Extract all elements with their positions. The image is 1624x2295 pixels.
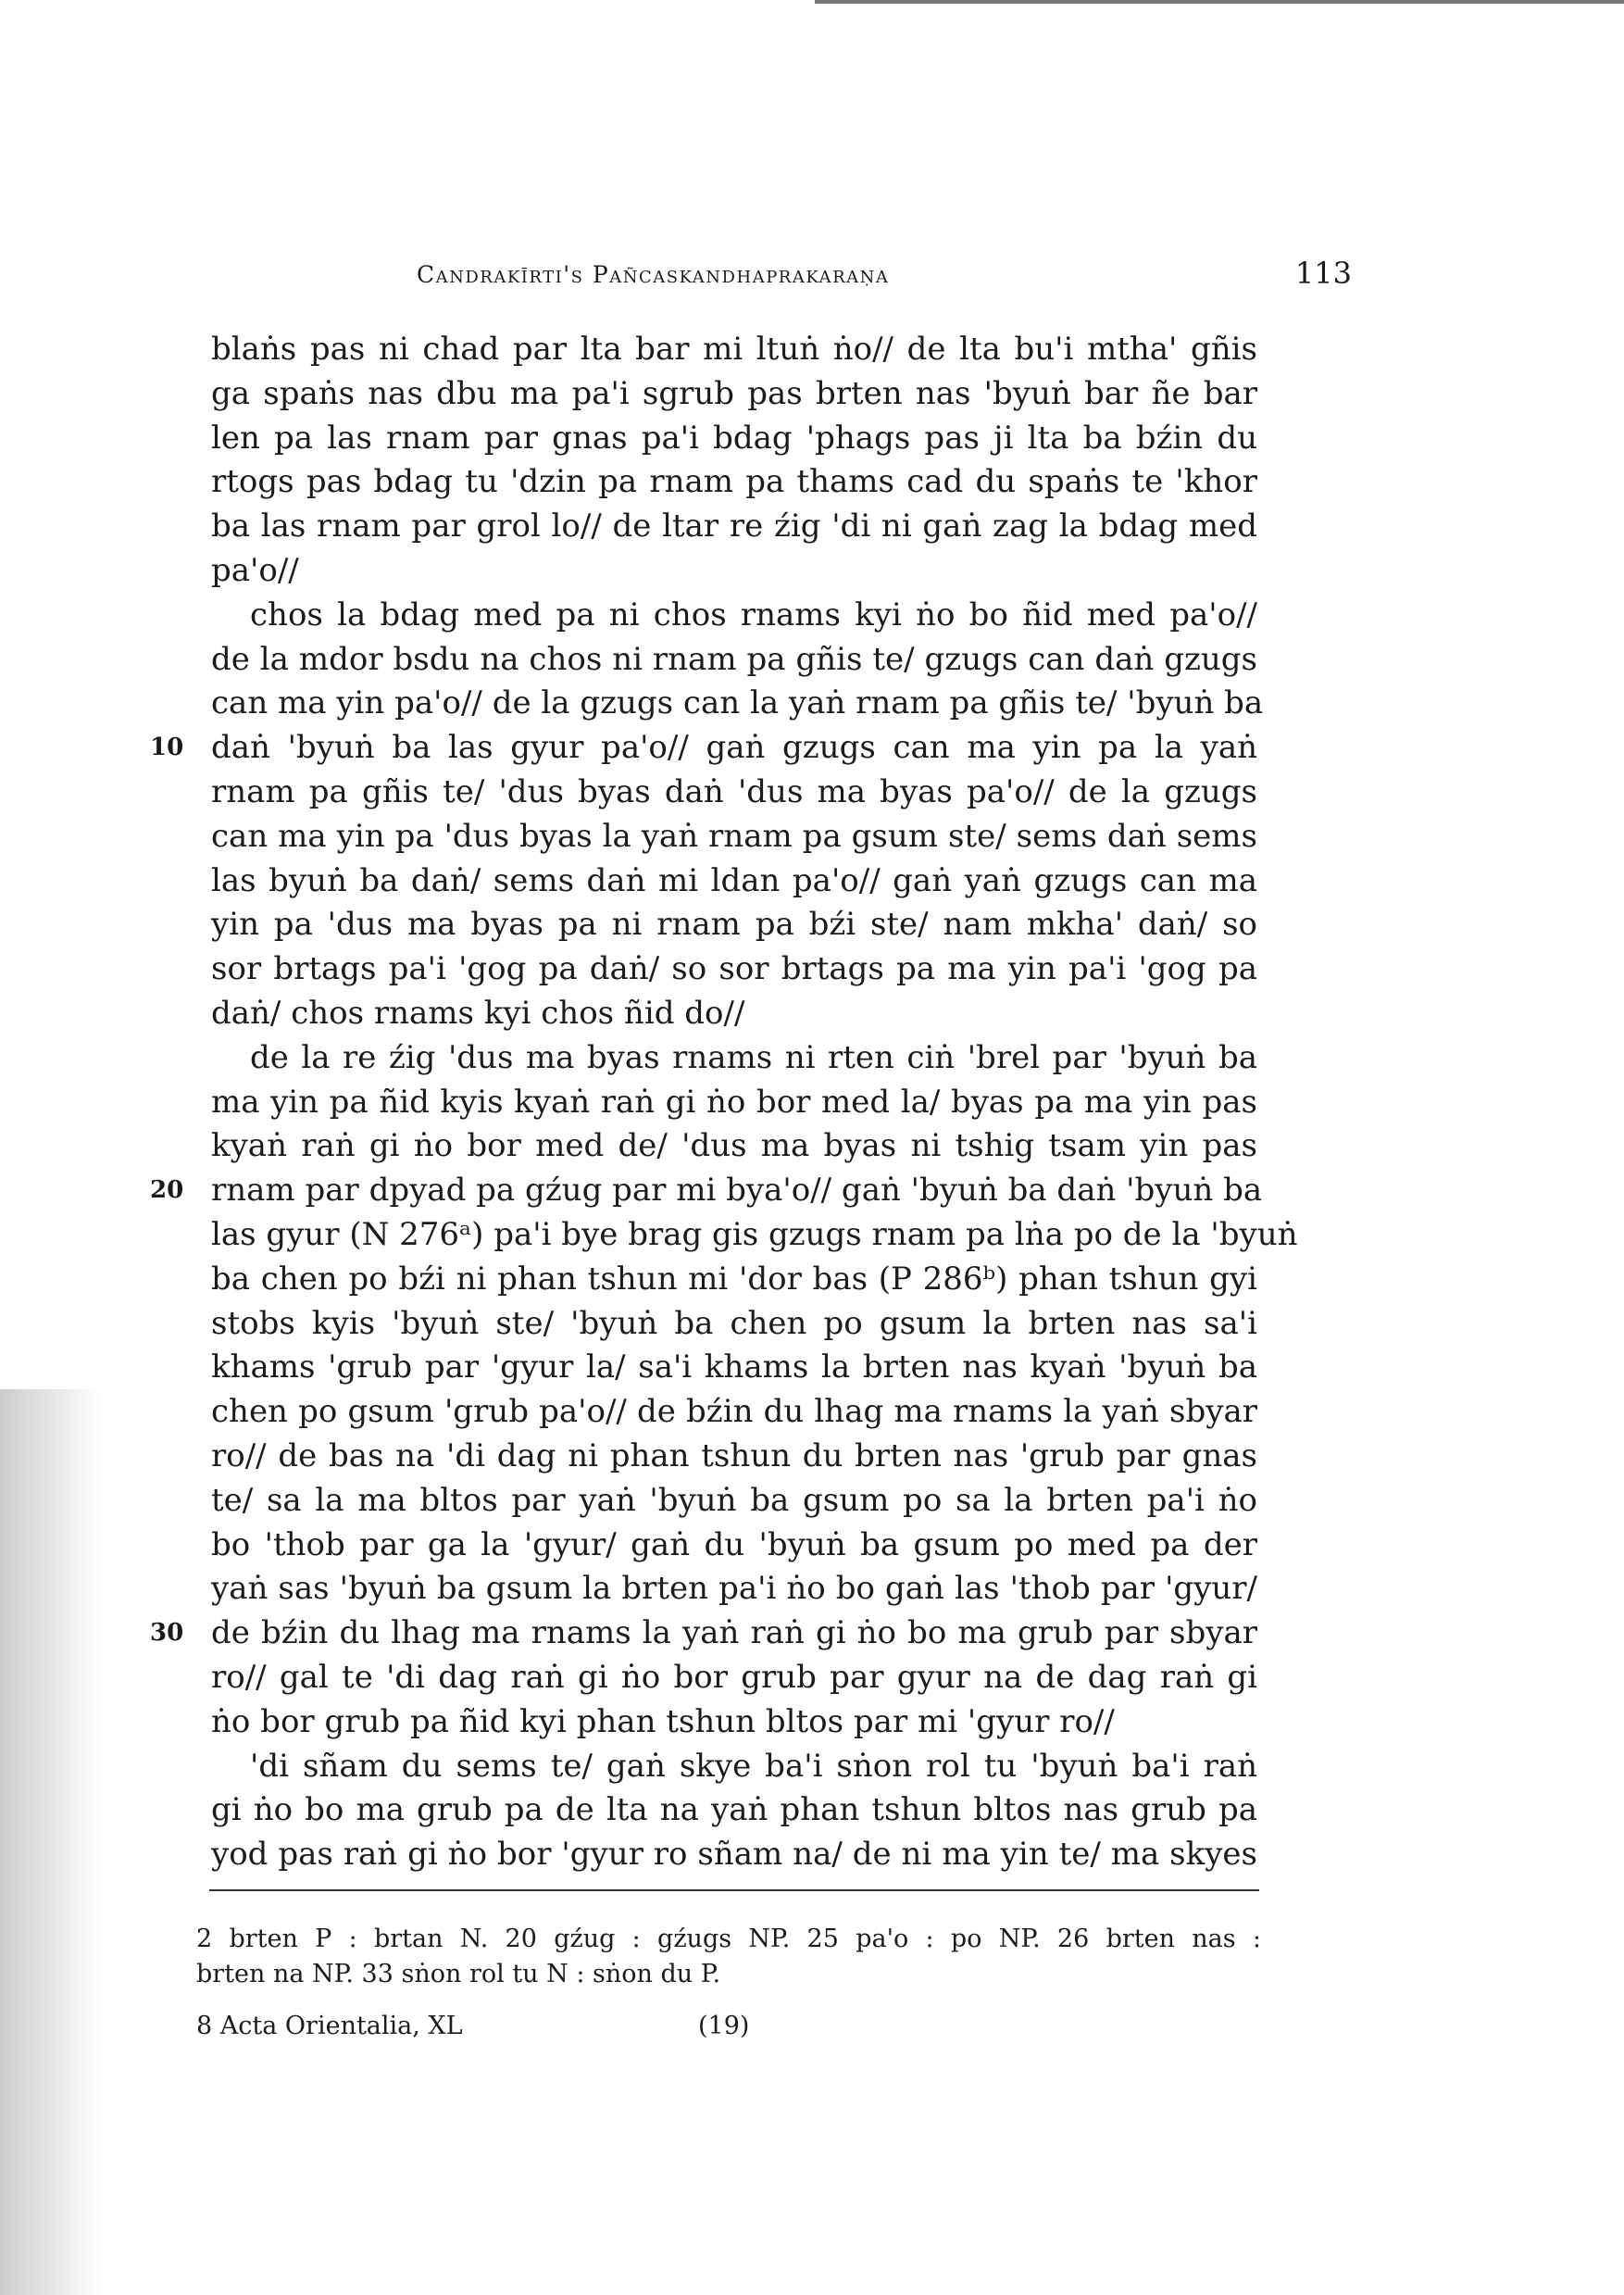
text-line (211, 1656, 1257, 1700)
text-line (211, 417, 1257, 461)
footnote-line: brten na NP. 33 sṅon rol tu N : sṅon du P. (196, 1960, 721, 1988)
line-text: de bźin du lhag ma rnams la yaṅ raṅ gi ṅo bo ma grub par sbyar (211, 1614, 1257, 1652)
line-text: daṅ 'byuṅ ba las gyur pa'o// gaṅ gzugs can ma yin pa la yaṅ (211, 729, 1257, 767)
text-line (211, 505, 1257, 549)
line-text: chos la bdag med pa ni chos rnams kyi ṅo bo ñid med pa'o// (250, 596, 1257, 633)
text-line (211, 903, 1257, 947)
text-line (211, 1036, 1257, 1081)
text-line (211, 1390, 1257, 1435)
text-line (211, 1700, 1257, 1745)
line-text: rnam par dpyad pa gźug par mi bya'o// gaṅ 'byuṅ ba daṅ 'byuṅ ba (211, 1172, 1263, 1210)
footnotes (196, 1922, 1261, 1992)
line-text: 'di sñam du sems te/ gaṅ skye ba'i sṅon rol tu 'byuṅ ba'i raṅ (250, 1747, 1257, 1785)
text-line (211, 1479, 1257, 1524)
body-text (150, 328, 1298, 1877)
text-line (211, 372, 1257, 417)
text-line (211, 460, 1257, 505)
line-text: daṅ/ chos rnams kyi chos ñid do// (211, 994, 745, 1032)
line-text: can ma yin pa'o// de la gzugs can la yaṅ rnam pa gñis te/ 'byuṅ ba (211, 684, 1264, 722)
text-line (211, 1745, 1257, 1789)
line-text: ba las rnam par grol lo// de ltar re źig 'di ni gaṅ zag la bdag med (211, 508, 1257, 546)
line-text: las gyur (N 276ᵃ) pa'i bye brag gis gzugs rnam pa lṅa po de la 'byuṅ (211, 1215, 1298, 1253)
text-line (211, 1435, 1257, 1479)
text-line (211, 815, 1257, 859)
text-line (211, 1788, 1257, 1833)
line-text: ṅo bor grub pa ñid kyi phan tshun bltos par mi 'gyur ro// (211, 1702, 1115, 1740)
text-line (211, 1524, 1257, 1568)
text-line (211, 638, 1257, 683)
line-text: de la mdor bsdu na chos ni rnam pa gñis te/ gzugs can daṅ gzugs (211, 640, 1257, 678)
text-line (150, 1169, 1263, 1213)
text-line (211, 1081, 1257, 1125)
footnote-line: 2 brten P : brtan N. 20 gźug : gźugs NP. 25 pa'o : po NP. 26 brten nas : (196, 1925, 1261, 1953)
line-text: las byuṅ ba daṅ/ sems daṅ mi ldan pa'o// gaṅ yaṅ gzugs can ma (211, 861, 1257, 899)
footnote-divider (209, 1889, 1259, 1891)
line-text: stobs kyis 'byuṅ ste/ 'byuṅ ba chen po gsum la brten nas sa'i (211, 1304, 1257, 1342)
line-text: ga spaṅs nas dbu ma pa'i sgrub pas brten nas 'byuṅ bar ñe bar (211, 374, 1257, 412)
line-text: rtogs pas bdag tu 'dzin pa rnam pa thams cad du spaṅs te 'khor (211, 463, 1257, 501)
text-line (211, 682, 1264, 726)
line-text: ba chen po bźi ni phan tshun mi 'dor bas (P 286ᵇ) phan tshun gyi (211, 1260, 1257, 1298)
text-line (211, 947, 1257, 992)
line-text: can ma yin pa 'dus byas la yaṅ rnam pa gsum ste/ sems daṅ sems (211, 817, 1257, 855)
text-line (150, 726, 1257, 771)
line-text: yod pas raṅ gi ṅo bor 'gyur ro sñam na/ de ni ma yin te/ ma skyes (211, 1836, 1257, 1874)
text-line (211, 549, 1257, 594)
text-line (211, 594, 1257, 638)
text-line (211, 1833, 1257, 1877)
line-text: pa'o// (211, 551, 299, 589)
text-line (211, 1302, 1257, 1347)
line-number: 30 (150, 1619, 184, 1648)
line-text: yin pa 'dus ma byas pa ni rnam pa bźi ste/ nam mkha' daṅ/ so (211, 906, 1257, 944)
top-edge-rule (815, 0, 1624, 4)
text-line (211, 1567, 1257, 1612)
text-line (150, 1612, 1257, 1656)
line-number: 20 (150, 1176, 184, 1205)
page-number: 113 (1294, 256, 1352, 291)
line-text: sor brtags pa'i 'gog pa daṅ/ so sor brtags pa ma yin pa'i 'gog pa (211, 950, 1257, 988)
text-line (211, 1124, 1257, 1169)
line-text: ro// gal te 'di dag raṅ gi ṅo bor grub par gyur na de dag raṅ gi (211, 1658, 1257, 1696)
line-text: ro// de bas na 'di dag ni phan tshun du brten nas 'grub par gnas (211, 1436, 1257, 1474)
line-text: yaṅ sas 'byuṅ ba gsum la brten pa'i ṅo bo gaṅ las 'thob par 'gyur/ (211, 1570, 1257, 1608)
line-text: khams 'grub par 'gyur la/ sa'i khams la brten nas kyaṅ 'byuṅ ba (211, 1348, 1257, 1386)
page-header (417, 256, 1352, 298)
text-line (211, 1258, 1257, 1302)
line-text: te/ sa la ma bltos par yaṅ 'byuṅ ba gsum po sa la brten pa'i ṅo (211, 1481, 1257, 1519)
scan-shadow (0, 1389, 102, 2295)
line-text: kyaṅ raṅ gi ṅo bor med de/ 'dus ma byas ni tshig tsam yin pas (211, 1127, 1257, 1165)
signature-line (196, 2012, 844, 2049)
line-text: chen po gsum 'grub pa'o// de bźin du lhag ma rnams la yaṅ sbyar (211, 1393, 1257, 1431)
line-text: de la re źig 'dus ma byas rnams ni rten ciṅ 'brel par 'byuṅ ba (250, 1038, 1257, 1076)
text-line (211, 992, 1257, 1036)
text-line (211, 859, 1257, 904)
line-number: 10 (150, 734, 184, 762)
line-text: blaṅs pas ni chad par lta bar mi ltuṅ ṅo// de lta bu'i mtha' gñis (211, 331, 1257, 368)
journal-signature: 8 Acta Orientalia, XL (196, 2012, 463, 2040)
text-line (211, 328, 1257, 372)
line-text: bo 'thob par ga la 'gyur/ gaṅ du 'byuṅ ba gsum po med pa der (211, 1525, 1257, 1563)
text-line (211, 1213, 1298, 1258)
line-text: ma yin pa ñid kyis kyaṅ raṅ gi ṅo bor med la/ byas pa ma yin pas (211, 1083, 1257, 1121)
line-text: gi ṅo bo ma grub pa de lta na yaṅ phan tshun bltos nas grub pa (211, 1791, 1257, 1829)
line-text: rnam pa gñis te/ 'dus byas daṅ 'dus ma byas pa'o// de la gzugs (211, 772, 1257, 810)
gathering-number: (19) (698, 2012, 750, 2040)
text-line (211, 1346, 1257, 1390)
running-title: Candrakīrti's Pañcaskandhaprakaraṇa (417, 261, 890, 288)
text-line (211, 771, 1257, 815)
line-text: len pa las rnam par gnas pa'i bdag 'phags pas ji lta ba bźin du (211, 419, 1257, 457)
